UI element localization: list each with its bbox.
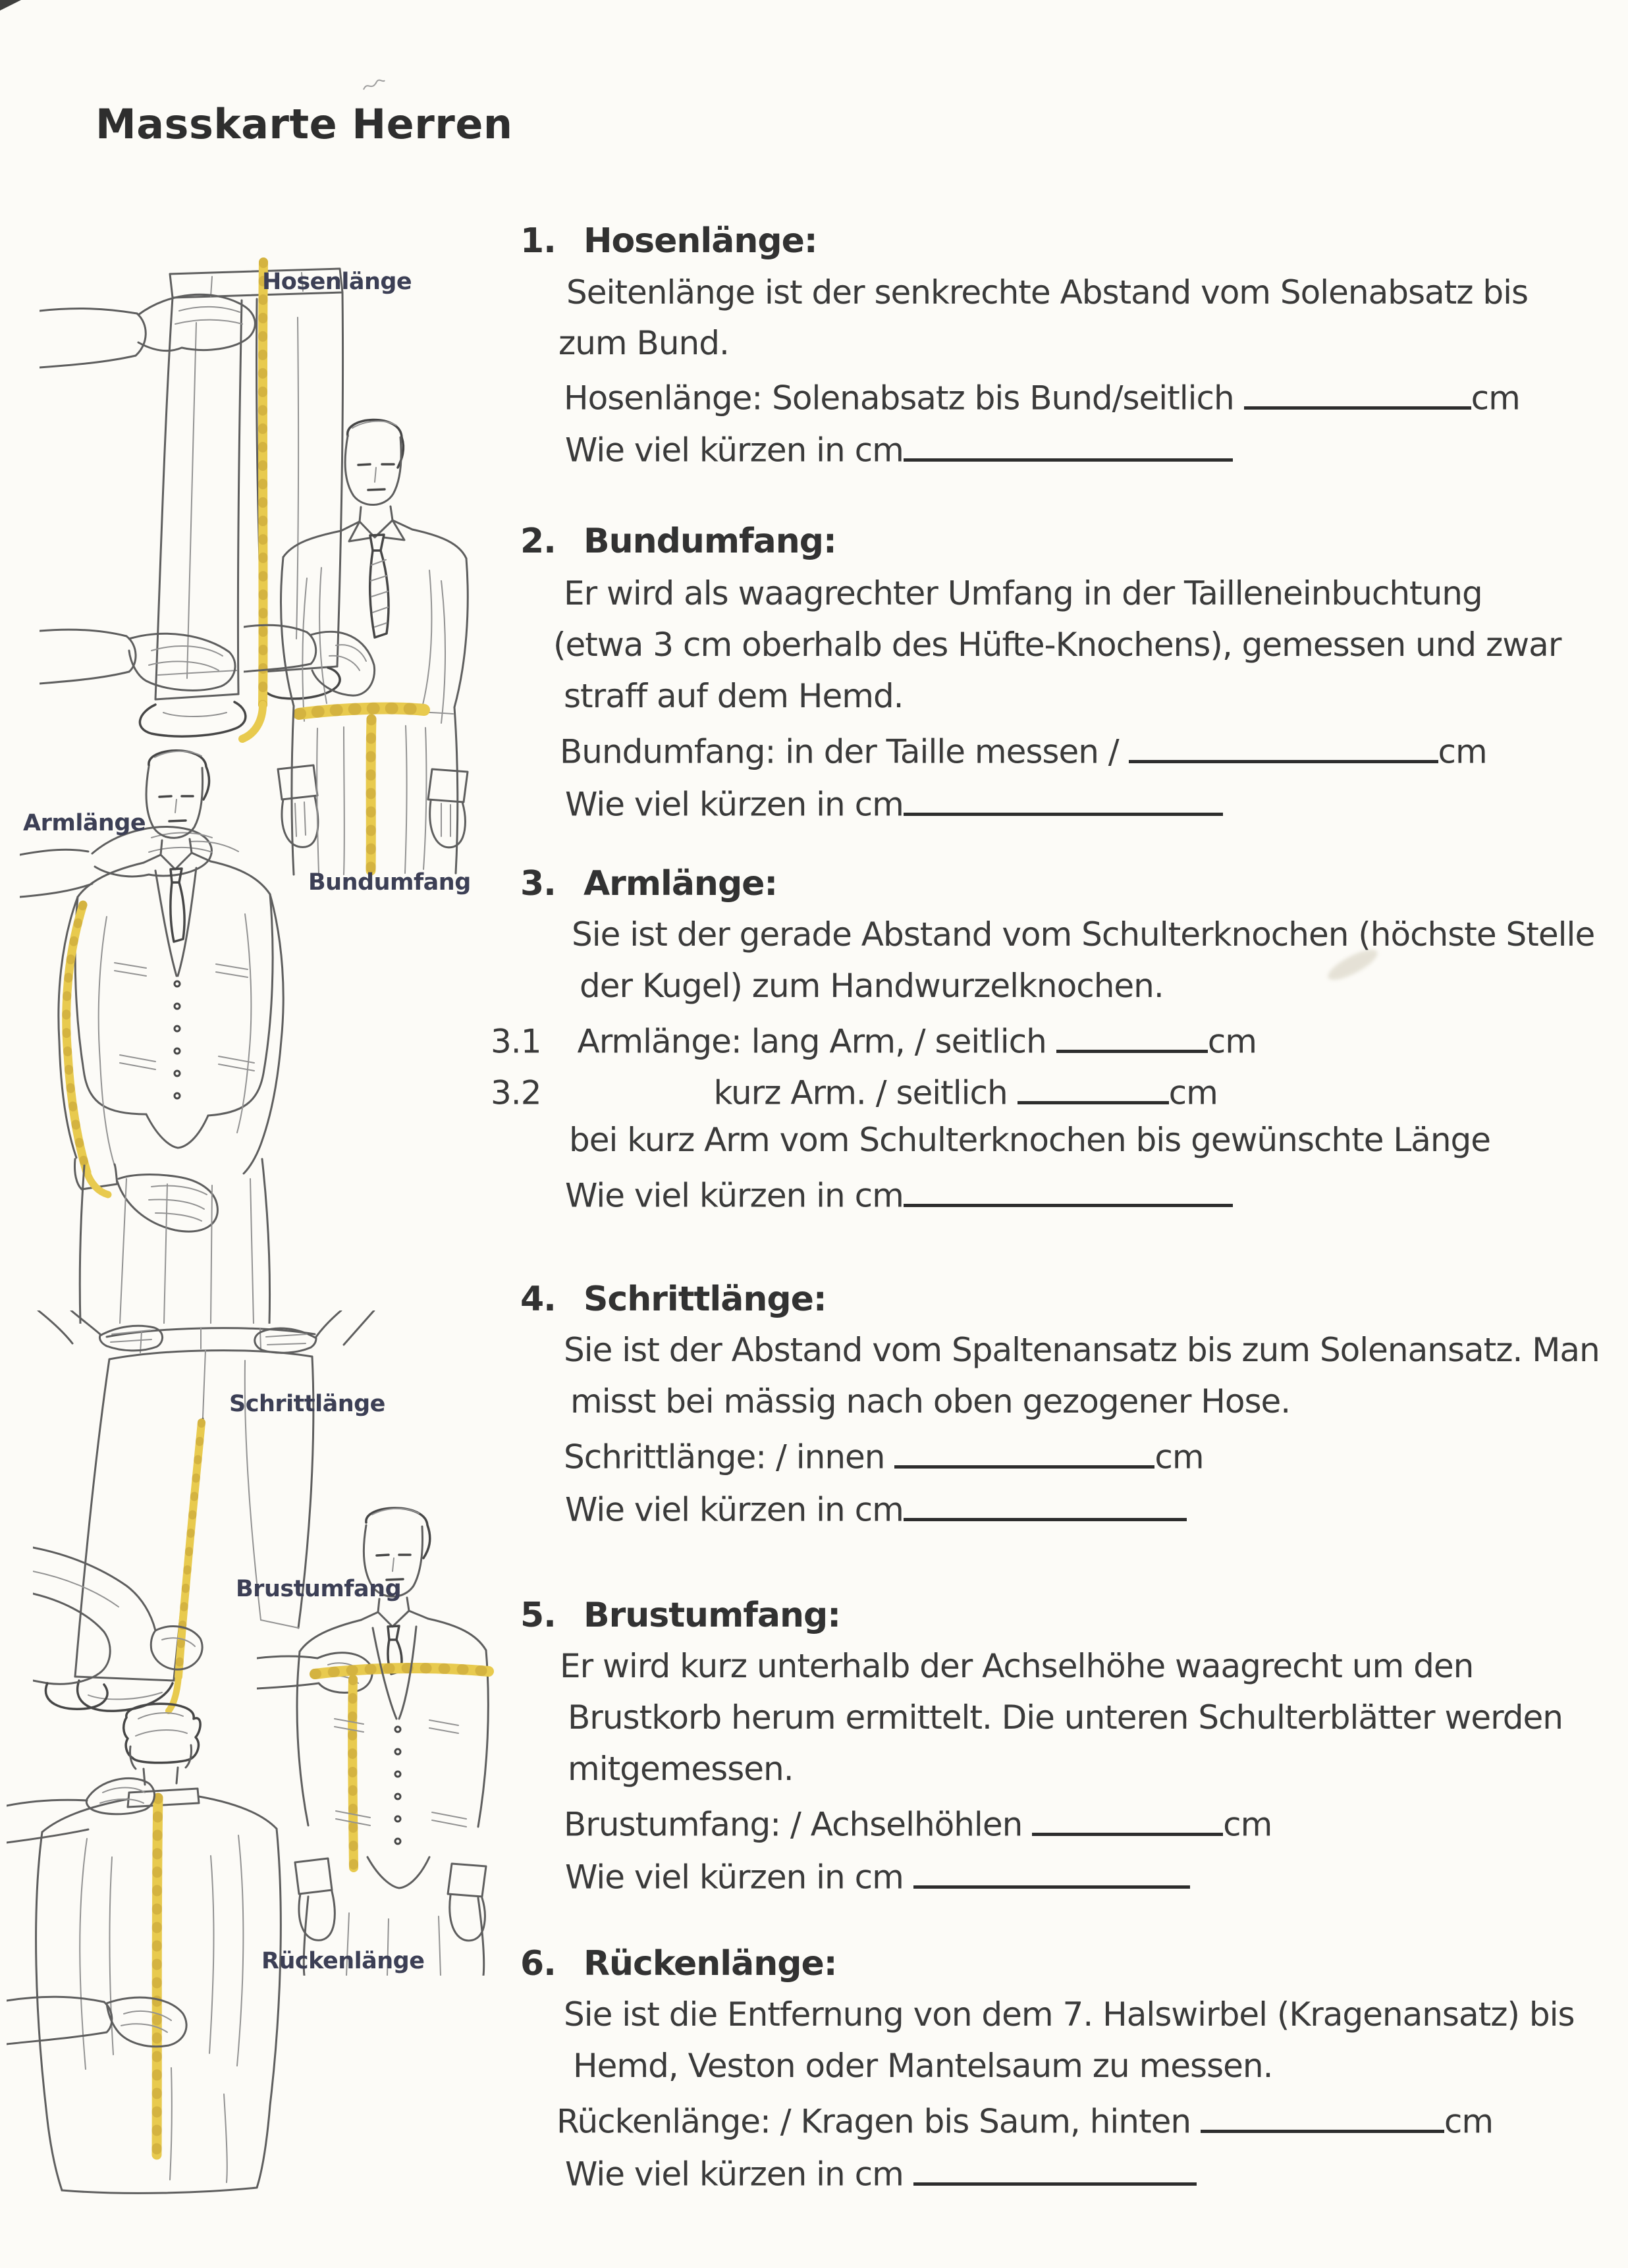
fill-in-blank xyxy=(913,1854,1190,1889)
text-segment: cm xyxy=(1438,732,1487,771)
text-segment: Rückenlänge: xyxy=(583,1944,837,1984)
text-segment: cm xyxy=(1207,1022,1257,1061)
text-segment: 2. xyxy=(520,522,556,561)
text-segment: Armlänge: xyxy=(583,864,778,904)
text-line xyxy=(564,1331,1600,1369)
fill-in-blank xyxy=(1244,375,1471,410)
fill-in-blank xyxy=(913,2151,1197,2186)
text-segment: Wie viel kürzen in cm xyxy=(565,1176,904,1215)
text-line xyxy=(564,574,1482,612)
page-title: Masskarte Herren xyxy=(95,100,513,148)
text-segment: Schrittlänge: / innen xyxy=(564,1438,895,1476)
text-line xyxy=(560,1647,1473,1685)
fill-in-blank xyxy=(1129,728,1438,763)
text-line xyxy=(568,1698,1563,1737)
text-line xyxy=(556,2098,1493,2141)
text-segment: zum Bund. xyxy=(558,324,729,362)
section-heading xyxy=(520,1596,840,1635)
text-line xyxy=(570,1382,1290,1420)
illustration-label-brustumfang: Brustumfang xyxy=(236,1576,402,1602)
illustration-label-rueckenlaenge: Rückenlänge xyxy=(261,1948,425,1974)
fill-in-blank xyxy=(1032,1801,1223,1836)
text-line xyxy=(564,677,904,715)
text-segment: Seitenlänge ist der senkrechte Abstand vom Solenabsatz bis xyxy=(566,273,1529,311)
text-segment: Brustumfang: / Achselhöhlen xyxy=(564,1805,1033,1844)
text-segment: 1. xyxy=(520,221,556,261)
text-line xyxy=(568,1750,794,1788)
text-line xyxy=(569,1121,1490,1159)
text-segment: Er wird als waagrechter Umfang in der Tailleneinbuchtung xyxy=(564,574,1482,612)
text-line xyxy=(560,728,1487,771)
fill-in-blank xyxy=(894,1434,1154,1469)
text-line xyxy=(566,273,1528,311)
text-segment: 5. xyxy=(520,1596,556,1635)
text-segment: 3. xyxy=(520,864,556,904)
text-line xyxy=(565,781,1223,824)
text-line xyxy=(564,375,1520,418)
fill-in-blank xyxy=(904,781,1223,816)
fill-in-blank xyxy=(1018,1069,1169,1104)
text-segment: Wie viel kürzen in cm xyxy=(565,2155,913,2194)
text-segment: cm xyxy=(1444,2102,1494,2141)
text-line xyxy=(573,2047,1273,2085)
section-heading xyxy=(520,1944,837,1984)
text-segment: cm xyxy=(1223,1805,1272,1844)
text-segment: Wie viel kürzen in cm xyxy=(565,785,904,824)
illustration-label-armlaenge: Armlänge xyxy=(23,810,146,836)
text-line xyxy=(558,324,729,362)
text-segment: Wie viel kürzen in cm xyxy=(565,1490,904,1529)
text-segment: Sie ist die Entfernung von dem 7. Halswirbel (Kragenansatz) bis xyxy=(564,1995,1575,2034)
section-heading xyxy=(520,522,836,561)
fill-in-blank xyxy=(1201,2098,1444,2133)
text-segment: cm xyxy=(1471,379,1520,418)
text-line xyxy=(553,626,1561,664)
scan-corner-artifact xyxy=(0,0,21,11)
text-segment: 6. xyxy=(520,1944,556,1984)
text-segment: (etwa 3 cm oberhalb des Hüfte-Knochens), gemessen und zwar xyxy=(553,626,1561,664)
text-segment: Wie viel kürzen in cm xyxy=(565,1858,913,1897)
text-line xyxy=(565,1172,1233,1215)
section-heading xyxy=(520,221,817,261)
text-segment: 3.1 xyxy=(491,1022,541,1061)
text-segment: Rückenlänge: / Kragen bis Saum, hinten xyxy=(556,2102,1201,2141)
text-line xyxy=(564,1995,1575,2034)
illustration-label-bundumfang: Bundumfang xyxy=(308,869,471,896)
text-segment: Sie ist der gerade Abstand vom Schulterknochen (höchste Stelle xyxy=(572,915,1595,954)
text-segment: mitgemessen. xyxy=(568,1750,794,1788)
text-line xyxy=(580,967,1164,1005)
text-line xyxy=(491,1069,1218,1112)
text-segment: Brustumfang: xyxy=(583,1596,840,1635)
text-segment: Hosenlänge: Solenabsatz bis Bund/seitlich xyxy=(564,379,1244,418)
text-segment: Er wird kurz unterhalb der Achselhöhe waagrecht um den xyxy=(560,1647,1474,1685)
text-line xyxy=(565,2151,1197,2194)
text-segment: Hemd, Veston oder Mantelsaum zu messen. xyxy=(573,2047,1273,2085)
text-line xyxy=(565,1486,1187,1529)
text-segment: Wie viel kürzen in cm xyxy=(565,431,904,470)
text-segment: der Kugel) zum Handwurzelknochen. xyxy=(580,967,1164,1005)
text-segment: Schrittlänge: xyxy=(583,1280,827,1319)
text-segment: Sie ist der Abstand vom Spaltenansatz bis zum Solenansatz. Man xyxy=(564,1331,1600,1369)
text-segment: 3.2 xyxy=(491,1073,541,1112)
text-segment: Bundumfang: in der Taille messen / xyxy=(560,732,1129,771)
text-segment: Hosenlänge: xyxy=(583,221,817,261)
text-segment: straff auf dem Hemd. xyxy=(564,677,904,715)
section-heading xyxy=(520,864,777,904)
text-segment: misst bei mässig nach oben gezogener Hose. xyxy=(570,1382,1291,1420)
fill-in-blank xyxy=(904,1172,1233,1207)
text-segment: cm xyxy=(1168,1073,1218,1112)
text-line xyxy=(565,427,1233,470)
text-segment: bei kurz Arm vom Schulterknochen bis gewünschte Länge xyxy=(569,1121,1491,1159)
text-segment: Brustkorb herum ermittelt. Die unteren Schulterblätter werden xyxy=(568,1698,1563,1737)
text-segment: Armlänge: lang Arm, / seitlich xyxy=(577,1022,1056,1061)
fill-in-blank xyxy=(1056,1018,1208,1053)
illustration-label-hosenlaenge: Hosenlänge xyxy=(262,269,412,295)
text-segment: cm xyxy=(1154,1438,1204,1476)
illustration-label-schrittlaenge: Schrittlänge xyxy=(229,1391,385,1417)
section-heading xyxy=(520,1280,827,1319)
text-line xyxy=(572,915,1594,954)
fill-in-blank xyxy=(904,1486,1187,1521)
text-line xyxy=(564,1801,1272,1844)
text-segment: kurz Arm. / seitlich xyxy=(713,1073,1018,1112)
scan-mark-artifact xyxy=(361,76,387,96)
text-segment: Bundumfang: xyxy=(583,522,836,561)
text-segment: 4. xyxy=(520,1280,556,1319)
text-line xyxy=(491,1018,1257,1061)
fill-in-blank xyxy=(904,427,1233,462)
text-line xyxy=(565,1854,1190,1897)
text-line xyxy=(564,1434,1204,1476)
